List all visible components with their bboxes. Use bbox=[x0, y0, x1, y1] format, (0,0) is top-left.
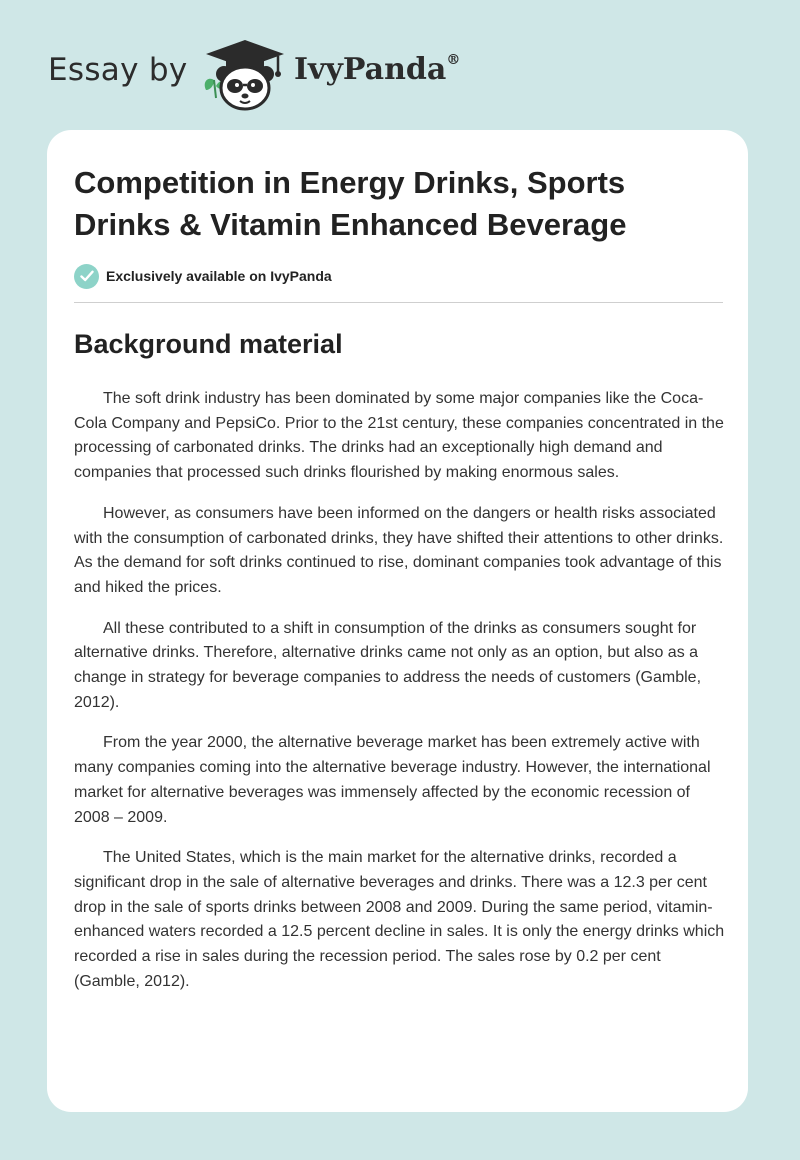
site-header bbox=[48, 30, 548, 114]
paragraph: The soft drink industry has been dominated by some major companies like the Coca-Cola Company and PepsiCo. Prior to the 21st century, these companies concentrated in the processing of carbonated drinks. The drinks had an exceptionally high demand and companies that processed such drinks flourished by making enormous sales. bbox=[74, 390, 724, 482]
essay-card bbox=[47, 130, 748, 1112]
paragraph: However, as consumers have been informed on the dangers or health risks associated with the consumption of carbonated drinks, they have shifted their attentions to other drinks. As the demand for soft drinks continued to rise, dominant companies took advantage of this and hiked the prices. bbox=[74, 504, 724, 596]
brand-name[interactable]: IvyPanda® bbox=[294, 52, 461, 87]
paragraph: All these contributed to a shift in consumption of the drinks as consumers sought for alternative drinks. Therefore, alternative drinks came not only as an option, but also as a change in strategy for beverage companies to address the needs of customers (Gamble, 2012). bbox=[74, 619, 702, 711]
essay-by-label: Essay by bbox=[48, 52, 188, 88]
divider bbox=[74, 302, 723, 303]
paragraph: From the year 2000, the alternative beverage market has been extremely active with many companies coming into the alternative beverage industry. However, the international market for alternative beverages was immensely affected by the economic recession of 2008 – 2009. bbox=[74, 734, 711, 826]
panda-graduate-icon[interactable] bbox=[200, 36, 290, 114]
exclusive-badge-label: Exclusively available on IvyPanda bbox=[106, 268, 332, 284]
check-icon bbox=[74, 264, 99, 289]
paragraph: The United States, which is the main market for the alternative drinks, recorded a significant drop in the sale of alternative beverages and drinks. There was a 12.3 per cent drop in the sale of sports drinks between 2008 and 2009. During the same period, vitamin-enhanced waters recorded a 12.5 percent decline in sales. It is only the energy drinks which recorded a rise in sales during the recession period. The sales rose by 0.2 per cent (Gamble, 2012). bbox=[74, 849, 725, 990]
article-body bbox=[74, 387, 726, 1010]
exclusive-badge bbox=[74, 263, 332, 289]
page-title: Competition in Energy Drinks, Sports Drinks & Vitamin Enhanced Beverage bbox=[74, 165, 627, 242]
section-heading: Background material bbox=[74, 329, 343, 359]
